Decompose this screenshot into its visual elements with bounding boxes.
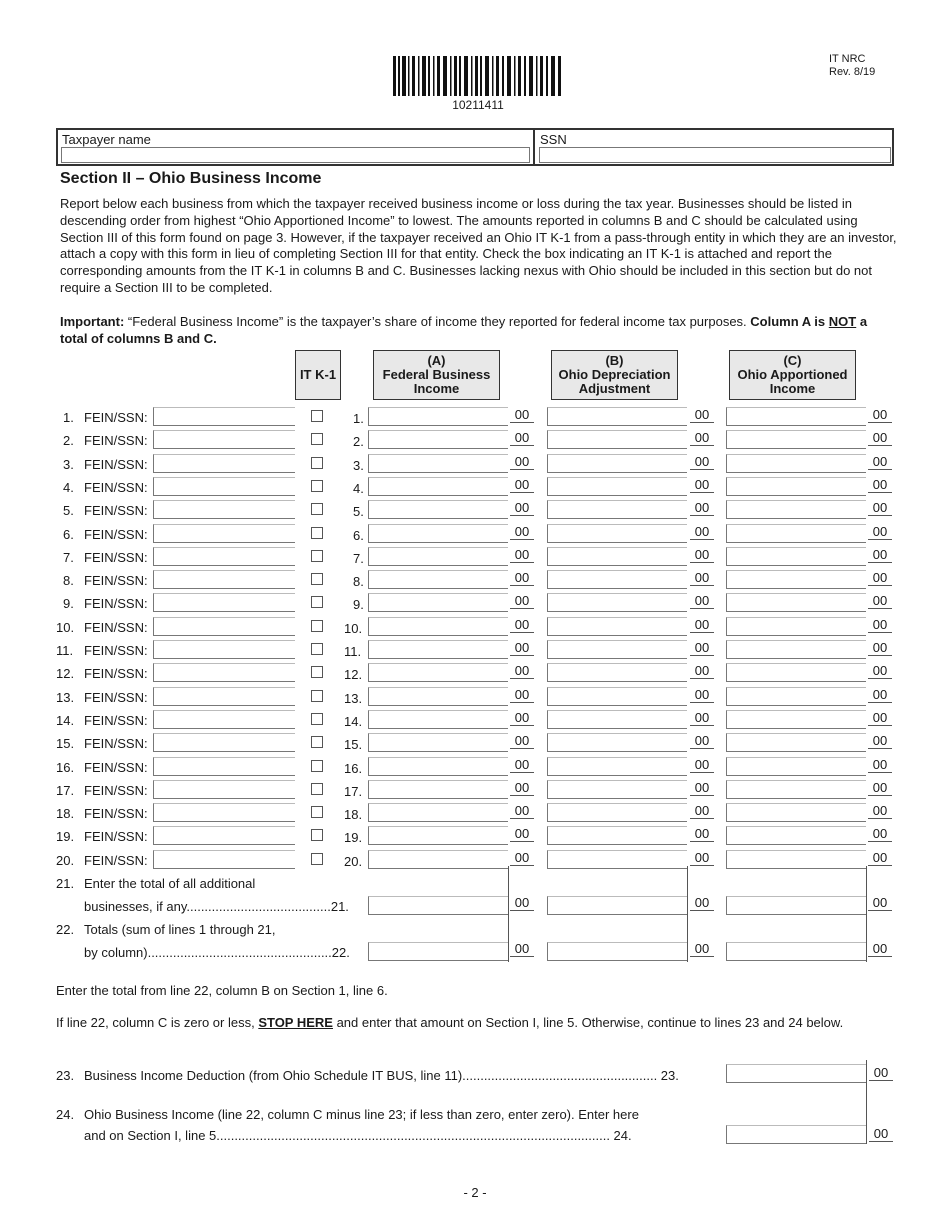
note-stop-here-label: STOP HERE — [258, 1015, 333, 1030]
column-header-b — [551, 350, 678, 400]
column-a-cents: 00 — [510, 780, 534, 796]
row-ref-number: 15. — [344, 737, 363, 752]
column-a-line1: Federal Business — [382, 367, 491, 382]
column-a-field[interactable] — [368, 803, 508, 822]
line24-cents: 00 — [869, 1126, 893, 1142]
column-c-cents: 00 — [868, 826, 892, 842]
row-number: 19. — [56, 829, 75, 844]
column-c-field[interactable] — [726, 687, 866, 706]
column-a-cents: 00 — [510, 850, 534, 866]
ssn-input[interactable] — [539, 147, 891, 163]
line21-text2: businesses, if any........................................21. — [84, 899, 349, 914]
row-number: 7. — [63, 550, 74, 565]
column-c-cents: 00 — [868, 500, 892, 516]
column-c-field[interactable] — [726, 617, 866, 636]
column-b-field[interactable] — [547, 593, 687, 612]
column-c-letter: (C) — [783, 353, 802, 368]
column-header-a — [373, 350, 500, 400]
column-a-field[interactable] — [368, 687, 508, 706]
line21-text1: Enter the total of all additional — [84, 876, 256, 891]
column-b-cents: 00 — [690, 803, 714, 819]
column-c-field[interactable] — [726, 407, 866, 426]
row-ref-number: 11. — [344, 644, 362, 659]
important-tail: a total of columns B and C. — [60, 314, 868, 346]
column-c-separator — [866, 866, 867, 962]
taxpayer-name-input[interactable] — [61, 147, 530, 163]
row-number: 5. — [63, 503, 74, 518]
fein-ssn-label: FEIN/SSN: — [84, 527, 148, 542]
column-a-field[interactable] — [368, 570, 508, 589]
important-note — [60, 314, 898, 348]
column-c-cents: 00 — [868, 477, 892, 493]
itk1-checkbox[interactable] — [311, 433, 323, 445]
fein-ssn-label: FEIN/SSN: — [84, 503, 148, 518]
line22-column-b-cents: 00 — [690, 941, 714, 957]
fein-ssn-input[interactable] — [153, 524, 295, 543]
column-b-field[interactable] — [547, 500, 687, 519]
column-c-cents: 00 — [868, 710, 892, 726]
column-b-field[interactable] — [547, 477, 687, 496]
line22-column-c-cents: 00 — [868, 941, 892, 957]
row-ref-number: 1. — [353, 411, 364, 426]
taxpayer-box-divider — [533, 130, 535, 164]
column-a-field[interactable] — [368, 710, 508, 729]
section-title: Section II – Ohio Business Income — [60, 170, 322, 187]
note-stop-here — [56, 1014, 894, 1031]
line22-number: 22. — [56, 922, 75, 937]
column-a-cents: 00 — [510, 430, 534, 446]
fein-ssn-input[interactable] — [153, 570, 295, 589]
column-a-field[interactable] — [368, 617, 508, 636]
column-b-field[interactable] — [547, 407, 687, 426]
fein-ssn-label: FEIN/SSN: — [84, 783, 148, 798]
fein-ssn-label: FEIN/SSN: — [84, 457, 148, 472]
column-c-cents: 00 — [868, 570, 892, 586]
column-a-letter: (A) — [427, 353, 446, 368]
column-a-cents: 00 — [510, 454, 534, 470]
column-a-cents: 00 — [510, 500, 534, 516]
column-b-field[interactable] — [547, 430, 687, 449]
line23-cents: 00 — [869, 1065, 893, 1081]
fein-ssn-label: FEIN/SSN: — [84, 713, 148, 728]
column-b-cents: 00 — [690, 547, 714, 563]
column-c-cents: 00 — [868, 407, 892, 423]
line24-field[interactable] — [726, 1125, 866, 1144]
column-a-field[interactable] — [368, 826, 508, 845]
form-id — [829, 53, 875, 79]
fein-ssn-label: FEIN/SSN: — [84, 806, 148, 821]
column-c-cents: 00 — [868, 547, 892, 563]
line23-text: Business Income Deduction (from Ohio Schedule IT BUS, line 11)...................................................... 23. — [84, 1068, 679, 1083]
fein-ssn-input[interactable] — [153, 733, 295, 752]
column-c-cents: 00 — [868, 640, 892, 656]
fein-ssn-input[interactable] — [153, 850, 295, 869]
column-b-field[interactable] — [547, 640, 687, 659]
column-a-field[interactable] — [368, 524, 508, 543]
column-b-cents: 00 — [690, 640, 714, 656]
fein-ssn-label: FEIN/SSN: — [84, 410, 148, 425]
line21-column-b-cents: 00 — [690, 895, 714, 911]
column-b-cents: 00 — [690, 500, 714, 516]
column-b-cents: 00 — [690, 570, 714, 586]
column-b-separator — [687, 866, 688, 962]
column-c-cents: 00 — [868, 757, 892, 773]
fein-ssn-input[interactable] — [153, 430, 295, 449]
row-ref-number: 13. — [344, 691, 363, 706]
column-a-cents: 00 — [510, 733, 534, 749]
row-number: 17. — [56, 783, 75, 798]
fein-ssn-label: FEIN/SSN: — [84, 666, 148, 681]
line21-column-a-cents: 00 — [510, 895, 534, 911]
line23-separator — [866, 1060, 867, 1084]
itk1-checkbox[interactable] — [311, 853, 323, 865]
line22-column-a-field[interactable] — [368, 942, 508, 961]
column-b-line2: Adjustment — [578, 381, 651, 396]
fein-ssn-label: FEIN/SSN: — [84, 480, 148, 495]
column-c-field[interactable] — [726, 570, 866, 589]
line22-text1: Totals (sum of lines 1 through 21, — [84, 922, 276, 937]
row-number: 14. — [56, 713, 75, 728]
row-number: 10. — [56, 620, 75, 635]
itk1-checkbox[interactable] — [311, 457, 323, 469]
column-b-cents: 00 — [690, 757, 714, 773]
line24-text1: Ohio Business Income (line 22, column C minus line 23; if less than zero, enter zero). Enter here — [84, 1107, 639, 1122]
barcode-number: 10211411 — [452, 98, 504, 112]
column-c-cents: 00 — [868, 593, 892, 609]
line21-column-a-field[interactable] — [368, 896, 508, 915]
itk1-checkbox[interactable] — [311, 806, 323, 818]
itk1-checkbox[interactable] — [311, 690, 323, 702]
fein-ssn-input[interactable] — [153, 687, 295, 706]
column-a-cents: 00 — [510, 710, 534, 726]
column-a-separator — [508, 866, 509, 962]
column-b-cents: 00 — [690, 663, 714, 679]
note-stop-post: and enter that amount on Section I, line 5. Otherwise, continue to lines 23 and 24 below. — [332, 1015, 844, 1030]
row-ref-number: 18. — [344, 807, 363, 822]
fein-ssn-label: FEIN/SSN: — [84, 829, 148, 844]
fein-ssn-input[interactable] — [153, 477, 295, 496]
fein-ssn-label: FEIN/SSN: — [84, 620, 148, 635]
column-header-itk1 — [295, 350, 341, 400]
column-c-cents: 00 — [868, 687, 892, 703]
row-number: 20. — [56, 853, 75, 868]
column-c-field[interactable] — [726, 547, 866, 566]
column-a-field[interactable] — [368, 407, 508, 426]
row-number: 4. — [63, 480, 74, 495]
fein-ssn-label: FEIN/SSN: — [84, 643, 148, 658]
line21-number: 21. — [56, 876, 75, 891]
fein-ssn-label: FEIN/SSN: — [84, 690, 148, 705]
column-b-cents: 00 — [690, 477, 714, 493]
line23-field[interactable] — [726, 1064, 866, 1083]
line22-column-c-field[interactable] — [726, 942, 866, 961]
column-b-field[interactable] — [547, 524, 687, 543]
itk1-checkbox[interactable] — [311, 550, 323, 562]
column-b-cents: 00 — [690, 710, 714, 726]
column-a-field[interactable] — [368, 593, 508, 612]
fein-ssn-input[interactable] — [153, 663, 295, 682]
column-a-cents: 00 — [510, 826, 534, 842]
line22-column-b-field[interactable] — [547, 942, 687, 961]
important-label: Important: — [60, 314, 125, 329]
column-c-field[interactable] — [726, 477, 866, 496]
row-number: 8. — [63, 573, 74, 588]
row-ref-number: 17. — [344, 784, 363, 799]
column-b-field[interactable] — [547, 757, 687, 776]
row-ref-number: 9. — [353, 597, 364, 612]
column-b-cents: 00 — [690, 733, 714, 749]
row-number: 9. — [63, 596, 74, 611]
row-number: 13. — [56, 690, 75, 705]
row-number: 1. — [63, 410, 74, 425]
line22-column-a-cents: 00 — [510, 941, 534, 957]
fein-ssn-input[interactable] — [153, 500, 295, 519]
important-text: “Federal Business Income” is the taxpayer’s share of income they reported for federal income tax purposes. — [124, 314, 751, 329]
column-a-field[interactable] — [368, 733, 508, 752]
column-b-field[interactable] — [547, 547, 687, 566]
fein-ssn-label: FEIN/SSN: — [84, 596, 148, 611]
row-ref-number: 5. — [353, 504, 364, 519]
line24-text2: and on Section I, line 5............................................................................................................. 24. — [84, 1128, 632, 1143]
column-c-cents: 00 — [868, 663, 892, 679]
row-ref-number: 14. — [344, 714, 363, 729]
column-b-cents: 00 — [690, 407, 714, 423]
fein-ssn-label: FEIN/SSN: — [84, 760, 148, 775]
column-c-field[interactable] — [726, 524, 866, 543]
column-b-field[interactable] — [547, 780, 687, 799]
column-b-field[interactable] — [547, 663, 687, 682]
note-line22: Enter the total from line 22, column B on Section 1, line 6. — [56, 983, 388, 998]
itk1-checkbox[interactable] — [311, 713, 323, 725]
form-revision: Rev. 8/19 — [829, 66, 876, 78]
column-a-field[interactable] — [368, 780, 508, 799]
page-number: - 2 - — [463, 1185, 487, 1200]
column-b-field[interactable] — [547, 570, 687, 589]
row-number: 3. — [63, 457, 74, 472]
row-ref-number: 16. — [344, 761, 363, 776]
itk1-checkbox[interactable] — [311, 783, 323, 795]
fein-ssn-label: FEIN/SSN: — [84, 736, 148, 751]
itk1-checkbox[interactable] — [311, 643, 323, 655]
column-a-cents: 00 — [510, 593, 534, 609]
column-c-field[interactable] — [726, 430, 866, 449]
column-c-field[interactable] — [726, 757, 866, 776]
itk1-checkbox[interactable] — [311, 760, 323, 772]
column-c-cents: 00 — [868, 780, 892, 796]
fein-ssn-input[interactable] — [153, 757, 295, 776]
itk1-checkbox[interactable] — [311, 410, 323, 422]
column-c-cents: 00 — [868, 524, 892, 540]
column-c-line2: Income — [769, 381, 816, 396]
column-c-line1: Ohio Apportioned — [737, 367, 848, 382]
column-a-field[interactable] — [368, 850, 508, 869]
column-c-field[interactable] — [726, 850, 866, 869]
fein-ssn-input[interactable] — [153, 803, 295, 822]
column-c-field[interactable] — [726, 663, 866, 682]
column-c-cents: 00 — [868, 803, 892, 819]
row-ref-number: 8. — [353, 574, 364, 589]
column-b-cents: 00 — [690, 593, 714, 609]
column-b-cents: 00 — [690, 826, 714, 842]
itk1-checkbox[interactable] — [311, 503, 323, 515]
line22-text2: by column)...................................................22. — [84, 945, 350, 960]
line21-column-c-field[interactable] — [726, 896, 866, 915]
column-a-cents: 00 — [510, 617, 534, 633]
column-a-cents: 00 — [510, 663, 534, 679]
column-a-cents: 00 — [510, 547, 534, 563]
column-b-cents: 00 — [690, 850, 714, 866]
row-ref-number: 20. — [344, 854, 363, 869]
column-b-field[interactable] — [547, 803, 687, 822]
row-number: 2. — [63, 433, 74, 448]
column-c-field[interactable] — [726, 803, 866, 822]
row-ref-number: 2. — [353, 434, 364, 449]
row-ref-number: 7. — [353, 551, 364, 566]
column-a-field[interactable] — [368, 757, 508, 776]
section-intro: Report below each business from which the taxpayer received business income or loss during the tax year. Businesses should be listed in descending order from highest “Ohio Apportioned Income” to lowest. The amounts reported in columns B and C should be calculated using Section III of this form found on page 3. However, if the taxpayer received an Ohio IT K-1 from a pass-through entity in which they are an investor, attach a copy with this form in lieu of completing Section III for that entity. Check the box indicating an IT K-1 is attached and report the corresponding amounts from the IT K-1 in columns B and C. Businesses lacking nexus with Ohio should be included in this section but do not require a Section III to be completed. — [60, 196, 897, 295]
column-a-line2: Income — [413, 381, 460, 396]
taxpayer-name-label: Taxpayer name — [62, 132, 151, 147]
column-a-cents: 00 — [510, 477, 534, 493]
fein-ssn-input[interactable] — [153, 826, 295, 845]
important-not: NOT — [828, 314, 857, 329]
column-a-cents: 00 — [510, 407, 534, 423]
row-number: 12. — [56, 666, 75, 681]
form-name: IT NRC — [829, 53, 866, 65]
column-b-cents: 00 — [690, 617, 714, 633]
column-c-cents: 00 — [868, 617, 892, 633]
column-c-cents: 00 — [868, 733, 892, 749]
line24-separator — [866, 1084, 867, 1144]
column-b-field[interactable] — [547, 733, 687, 752]
itk1-checkbox[interactable] — [311, 620, 323, 632]
row-number: 18. — [56, 806, 75, 821]
column-b-cents: 00 — [690, 524, 714, 540]
column-b-cents: 00 — [690, 687, 714, 703]
column-a-cents: 00 — [510, 803, 534, 819]
column-b-cents: 00 — [690, 430, 714, 446]
column-b-field[interactable] — [547, 617, 687, 636]
fein-ssn-input[interactable] — [153, 454, 295, 473]
column-a-field[interactable] — [368, 454, 508, 473]
column-c-field[interactable] — [726, 454, 866, 473]
taxpayer-info-box — [56, 128, 894, 166]
column-a-field[interactable] — [368, 663, 508, 682]
fein-ssn-input[interactable] — [153, 640, 295, 659]
ssn-label: SSN — [540, 132, 567, 147]
itk1-checkbox[interactable] — [311, 829, 323, 841]
row-ref-number: 4. — [353, 481, 364, 496]
fein-ssn-label: FEIN/SSN: — [84, 573, 148, 588]
column-a-cents: 00 — [510, 757, 534, 773]
itk1-checkbox[interactable] — [311, 527, 323, 539]
column-b-field[interactable] — [547, 454, 687, 473]
itk1-checkbox[interactable] — [311, 573, 323, 585]
column-a-cents: 00 — [510, 687, 534, 703]
barcode — [393, 56, 563, 96]
column-b-letter: (B) — [605, 353, 624, 368]
column-c-cents: 00 — [868, 850, 892, 866]
row-number: 16. — [56, 760, 75, 775]
column-a-field[interactable] — [368, 547, 508, 566]
fein-ssn-input[interactable] — [153, 710, 295, 729]
column-b-field[interactable] — [547, 850, 687, 869]
column-header-itk1-label: IT K-1 — [299, 367, 337, 382]
column-a-cents: 00 — [510, 640, 534, 656]
column-b-line1: Ohio Depreciation — [558, 367, 671, 382]
important-bold: Column A is — [750, 314, 829, 329]
line21-column-c-cents: 00 — [868, 895, 892, 911]
column-c-field[interactable] — [726, 500, 866, 519]
fein-ssn-input[interactable] — [153, 780, 295, 799]
row-number: 11. — [56, 643, 74, 658]
column-a-field[interactable] — [368, 430, 508, 449]
column-b-field[interactable] — [547, 710, 687, 729]
note-stop-pre: If line 22, column C is zero or less, — [56, 1015, 259, 1030]
column-header-c — [729, 350, 856, 400]
column-a-cents: 00 — [510, 524, 534, 540]
column-a-field[interactable] — [368, 477, 508, 496]
itk1-checkbox[interactable] — [311, 736, 323, 748]
column-a-field[interactable] — [368, 500, 508, 519]
column-b-cents: 00 — [690, 780, 714, 796]
column-b-cents: 00 — [690, 454, 714, 470]
itk1-checkbox[interactable] — [311, 666, 323, 678]
line21-column-b-field[interactable] — [547, 896, 687, 915]
column-a-field[interactable] — [368, 640, 508, 659]
column-c-field[interactable] — [726, 780, 866, 799]
fein-ssn-input[interactable] — [153, 617, 295, 636]
row-ref-number: 6. — [353, 528, 364, 543]
row-ref-number: 12. — [344, 667, 363, 682]
fein-ssn-label: FEIN/SSN: — [84, 853, 148, 868]
column-c-cents: 00 — [868, 454, 892, 470]
column-c-field[interactable] — [726, 826, 866, 845]
column-c-field[interactable] — [726, 710, 866, 729]
row-number: 6. — [63, 527, 74, 542]
itk1-checkbox[interactable] — [311, 480, 323, 492]
fein-ssn-input[interactable] — [153, 593, 295, 612]
column-c-field[interactable] — [726, 733, 866, 752]
column-b-field[interactable] — [547, 826, 687, 845]
line23-number: 23. — [56, 1068, 75, 1083]
row-ref-number: 10. — [344, 621, 363, 636]
line24-number: 24. — [56, 1107, 75, 1122]
fein-ssn-label: FEIN/SSN: — [84, 550, 148, 565]
itk1-checkbox[interactable] — [311, 596, 323, 608]
column-b-field[interactable] — [547, 687, 687, 706]
row-ref-number: 19. — [344, 830, 363, 845]
column-c-field[interactable] — [726, 593, 866, 612]
fein-ssn-input[interactable] — [153, 547, 295, 566]
row-number: 15. — [56, 736, 75, 751]
row-ref-number: 3. — [353, 458, 364, 473]
fein-ssn-input[interactable] — [153, 407, 295, 426]
column-a-cents: 00 — [510, 570, 534, 586]
column-c-field[interactable] — [726, 640, 866, 659]
column-c-cents: 00 — [868, 430, 892, 446]
fein-ssn-label: FEIN/SSN: — [84, 433, 148, 448]
